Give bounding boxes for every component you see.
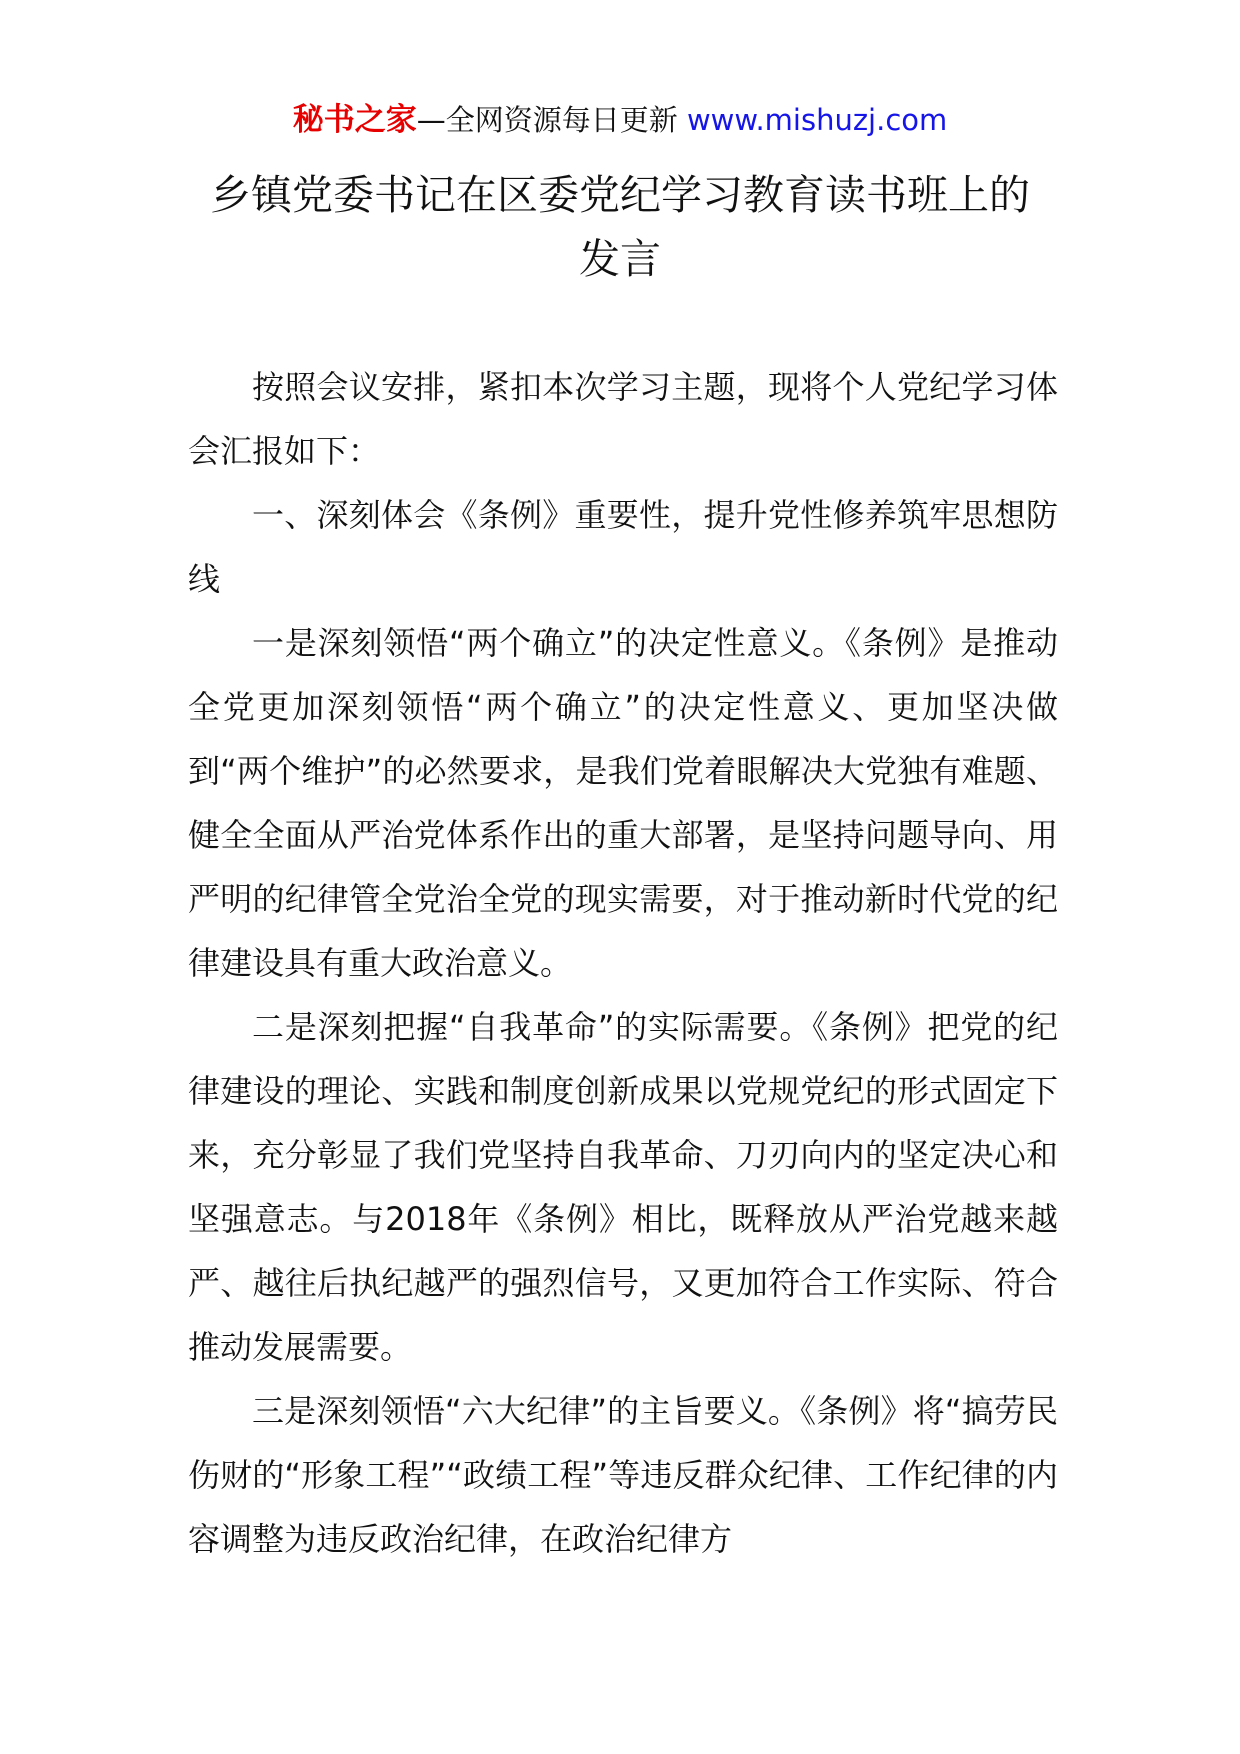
title-line-1: 乡镇党委书记在区委党纪学习教育读书班上的 [210,171,1030,219]
paragraph-point-3: 三是深刻领悟“六大纪律”的主旨要义。《条例》将“搞劳民伤财的“形象工程”“政绩工程”等违反群众纪律、工作纪律的内容调整为违反政治纪律，在政治纪律方 [188,1392,1058,1558]
section-heading-1: 一、深刻体会《条例》重要性，提升党性修养筑牢思想防线 [188,496,1058,598]
document-title [140,163,1100,291]
paragraph-intro: 按照会议安排，紧扣本次学习主题，现将个人党纪学习体会汇报如下： [188,368,1058,470]
brand-name: 秘书之家 [292,102,417,138]
paragraph-point-1: 一是深刻领悟“两个确立”的决定性意义。《条例》是推动全党更加深刻领悟“两个确立”的决定性意义、更加坚决做到“两个维护”的必然要求，是我们党着眼解决大党独有难题、健全全面从严治党体系作出的重大部署，是坚持问题导向、用严明的纪律管全党治全党的现实需要，对于推动新时代党的纪律建设具有重大政治意义。 [188,624,1058,982]
title-line-2: 发言 [579,235,661,283]
site-url-link[interactable]: www.mishuzj.com [686,103,948,137]
paragraph-point-2: 二是深刻把握“自我革命”的实际需要。《条例》把党的纪律建设的理论、实践和制度创新成果以党规党纪的形式固定下来，充分彰显了我们党坚持自我革命、刀刃向内的坚定决心和坚强意志。与2018年《条例》相比，既释放从严治党越来越严、越往后执纪越严的强烈信号，又更加符合工作实际、符合推动发展需要。 [188,1008,1058,1366]
document-body [188,355,1058,1571]
site-header [0,100,1240,140]
header-tagline: —全网资源每日更新 [416,103,678,137]
